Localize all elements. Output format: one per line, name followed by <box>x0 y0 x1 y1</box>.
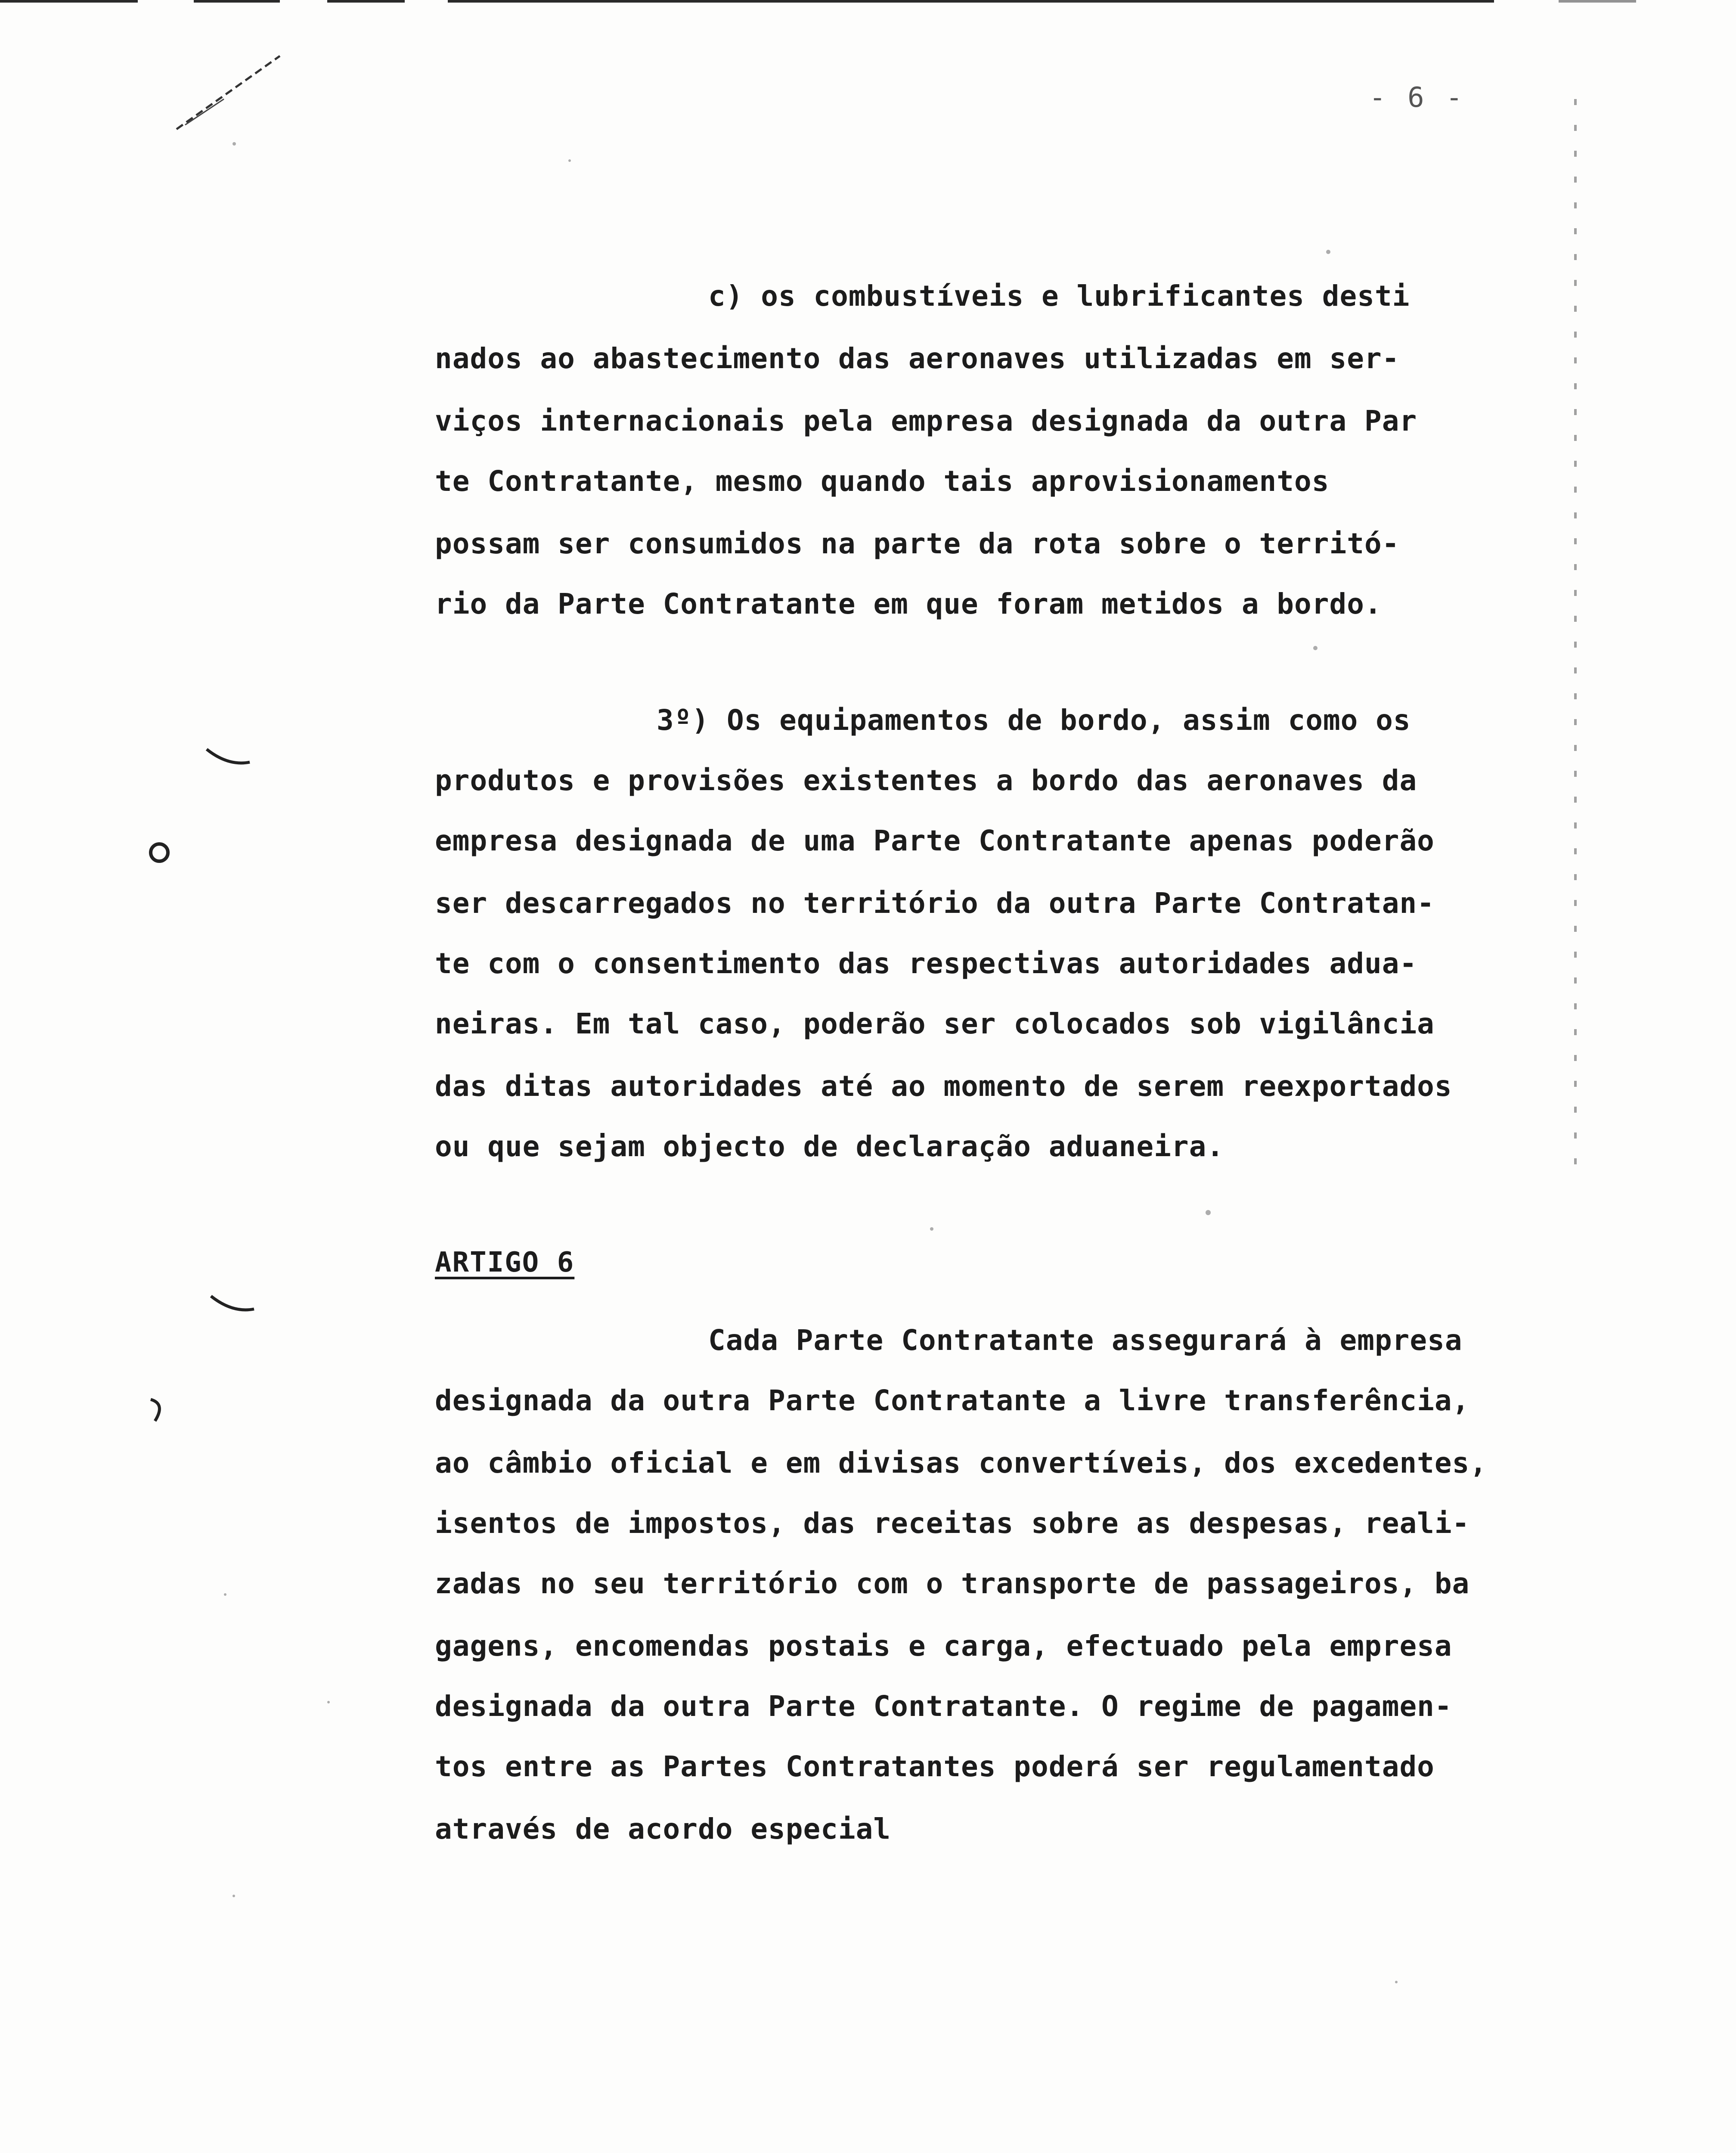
article-text-line: designada da outra Parte Contratante. O regime de pagamen- <box>435 1690 1452 1723</box>
scan-speck <box>232 142 236 146</box>
article-text-line: designada da outra Parte Contratante a livre transferência, <box>435 1384 1470 1417</box>
scan-speck <box>1395 1981 1398 1983</box>
paragraph-c-line: viços internacionais pela empresa designada da outra Par <box>435 404 1417 437</box>
paragraph-3-line: produtos e provisões existentes a bordo das aeronaves da <box>435 764 1417 797</box>
scan-speck <box>568 159 571 162</box>
left-margin-mark <box>202 745 254 771</box>
top-scan-edge <box>448 0 1494 3</box>
left-margin-mark <box>146 840 172 866</box>
paragraph-3-line: empresa designada de uma Parte Contratante apenas poderão <box>435 824 1435 857</box>
left-margin-mark <box>207 1292 258 1318</box>
article-text-line: gagens, encomendas postais e carga, efectuado pela empresa <box>435 1629 1452 1663</box>
paragraph-c-line: rio da Parte Contratante em que foram metidos a bordo. <box>435 587 1382 620</box>
paragraph-3-line: ou que sejam objecto de declaração aduaneira. <box>435 1130 1224 1163</box>
paragraph-3-line: das ditas autoridades até ao momento de serem reexportados <box>435 1070 1452 1103</box>
scan-speck <box>1313 646 1318 650</box>
left-margin-mark <box>146 1395 168 1425</box>
paragraph-c-line: possam ser consumidos na parte da rota sobre o territó- <box>435 527 1400 560</box>
article-text-line: zadas no seu território com o transporte de passageiros, ba <box>435 1567 1470 1600</box>
scan-speck <box>232 1895 235 1897</box>
scan-speck <box>930 1227 933 1231</box>
article-text-line: Cada Parte Contratante assegurará à empresa <box>708 1324 1463 1357</box>
top-scan-edge <box>327 0 405 3</box>
article-text-line: tos entre as Partes Contratantes poderá ser regulamentado <box>435 1750 1435 1783</box>
top-scan-edge <box>0 0 138 3</box>
scan-speck <box>1206 1210 1211 1215</box>
paragraph-c-line: nados ao abastecimento das aeronaves utilizadas em ser- <box>435 342 1400 375</box>
paragraph-3-line: neiras. Em tal caso, poderão ser colocados sob vigilância <box>435 1007 1435 1040</box>
page-number: - 6 - <box>1369 82 1465 114</box>
paragraph-c-line: te Contratante, mesmo quando tais aprovisionamentos <box>435 465 1330 498</box>
article-text-line: isentos de impostos, das receitas sobre as despesas, reali- <box>435 1507 1470 1540</box>
right-margin-scan-marks <box>1574 99 1577 1176</box>
top-scan-edge <box>1559 0 1636 3</box>
pen-stroke-mark <box>172 47 284 133</box>
scan-speck <box>224 1593 226 1596</box>
paragraph-3-line: 3º) Os equipamentos de bordo, assim como os <box>657 704 1411 737</box>
article-heading: ARTIGO 6 <box>435 1247 575 1278</box>
paragraph-c-line: c) os combustíveis e lubrificantes desti <box>708 279 1410 313</box>
paragraph-3-line: te com o consentimento das respectivas autoridades adua- <box>435 947 1417 980</box>
scan-speck <box>1326 250 1330 254</box>
article-text-line: ao câmbio oficial e em divisas convertíveis, dos excedentes, <box>435 1446 1488 1480</box>
article-text-line: através de acordo especial <box>435 1812 891 1846</box>
top-scan-edge <box>194 0 280 3</box>
paragraph-3-line: ser descarregados no território da outra Parte Contratan- <box>435 887 1435 920</box>
scan-speck <box>327 1701 330 1703</box>
